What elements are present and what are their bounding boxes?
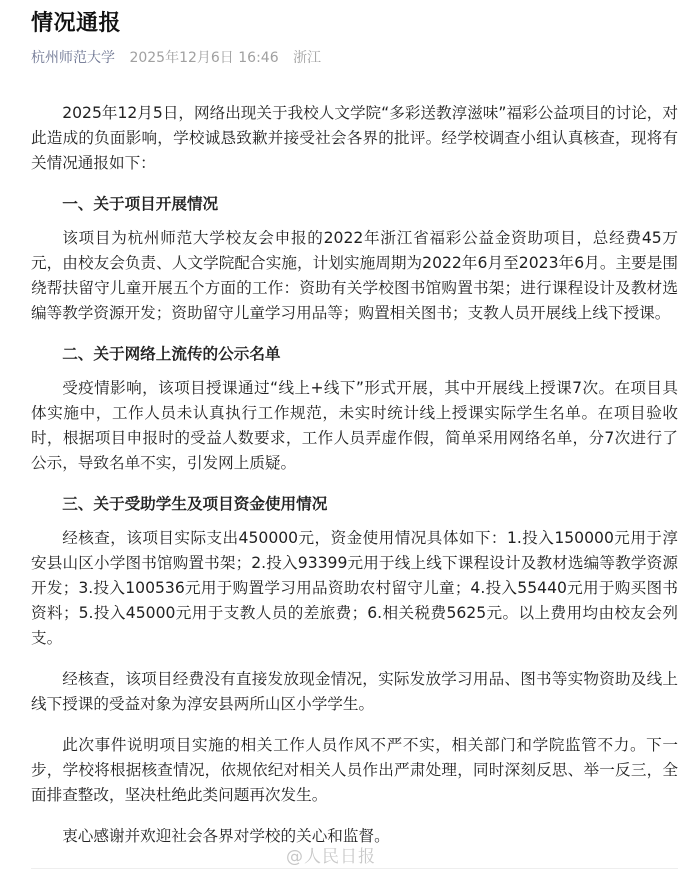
paragraph: 受疫情影响，该项目授课通过“线上+线下”形式开展，其中开展线上授课7次。在项目具体实施中，工作人员未认真执行工作规范，未实时统计线上授课实际学生名单。在项目验收时，根据项目申报时的受益人数要求，工作人员弄虚作假，简单采用网络名单，分7次进行了公示，导致名单不实，引发网上质疑。 <box>31 379 678 472</box>
article-meta <box>31 47 321 67</box>
paragraph: 经核查，该项目经费没有直接发放现金情况，实际发放学习用品、图书等实物资助及线上线下授课的受益对象为淳安县两所山区小学学生。 <box>31 670 678 713</box>
publish-time: 2025年12月6日 16:46 <box>129 50 279 66</box>
article-title: 情况通报 <box>31 11 122 36</box>
closing-paragraph: 衷心感谢并欢迎社会各界对学校的关心和监督。 <box>62 827 390 845</box>
section-heading: 二、关于网络上流传的公示名单 <box>62 345 281 363</box>
author-link[interactable]: 杭州师范大学 <box>31 50 115 66</box>
intro-paragraph: 2025年12月5日，网络出现关于我校人文学院“多彩送教淳滋味”福彩公益项目的讨论，对此造成的负面影响，学校诚恳致歉并接受社会各界的批评。经学校调查小组认真核查，现将有关情况通报如下： <box>31 104 678 172</box>
paragraph: 此次事件说明项目实施的相关工作人员作风不严不实，相关部门和学院监管不力。下一步，学校将根据核查情况，依规依纪对相关人员作出严肃处理，同时深刻反思、举一反三，全面排查整改，坚决杜绝此类问题再次发生。 <box>31 736 678 804</box>
section-heading: 一、关于项目开展情况 <box>62 195 219 213</box>
section-heading: 三、关于受助学生及项目资金使用情况 <box>62 495 328 513</box>
paragraph: 经核查，该项目实际支出450000元，资金使用情况具体如下：1.投入150000元用于淳安县山区小学图书馆购置书架；2.投入93399元用于线上线下课程设计及教材选编等教学资源开发；3.投入100536元用于购置学习用品资助农村留守儿童；4.投入55440元用于购买图书资料；5.投入45000元用于支教人员的差旅费；6.相关税费5625元。以上费用均由校友会列支。 <box>31 529 678 647</box>
location: 浙江 <box>293 50 322 66</box>
article-body <box>31 101 678 865</box>
paragraph: 该项目为杭州师范大学校友会申报的2022年浙江省福彩公益金资助项目，总经费45万元，由校友会负责、人文学院配合实施，计划实施周期为2022年6月至2023年6月。主要是围绕帮扶留守儿童开展五个方面的工作：资助有关学校图书馆购置书架；进行课程设计及教材选编等教学资源开发；资助留守儿童学习用品等；购置相关图书；支教人员开展线上线下授课。 <box>31 229 678 322</box>
divider <box>31 868 678 869</box>
watermark: @人民日报 <box>286 847 376 867</box>
